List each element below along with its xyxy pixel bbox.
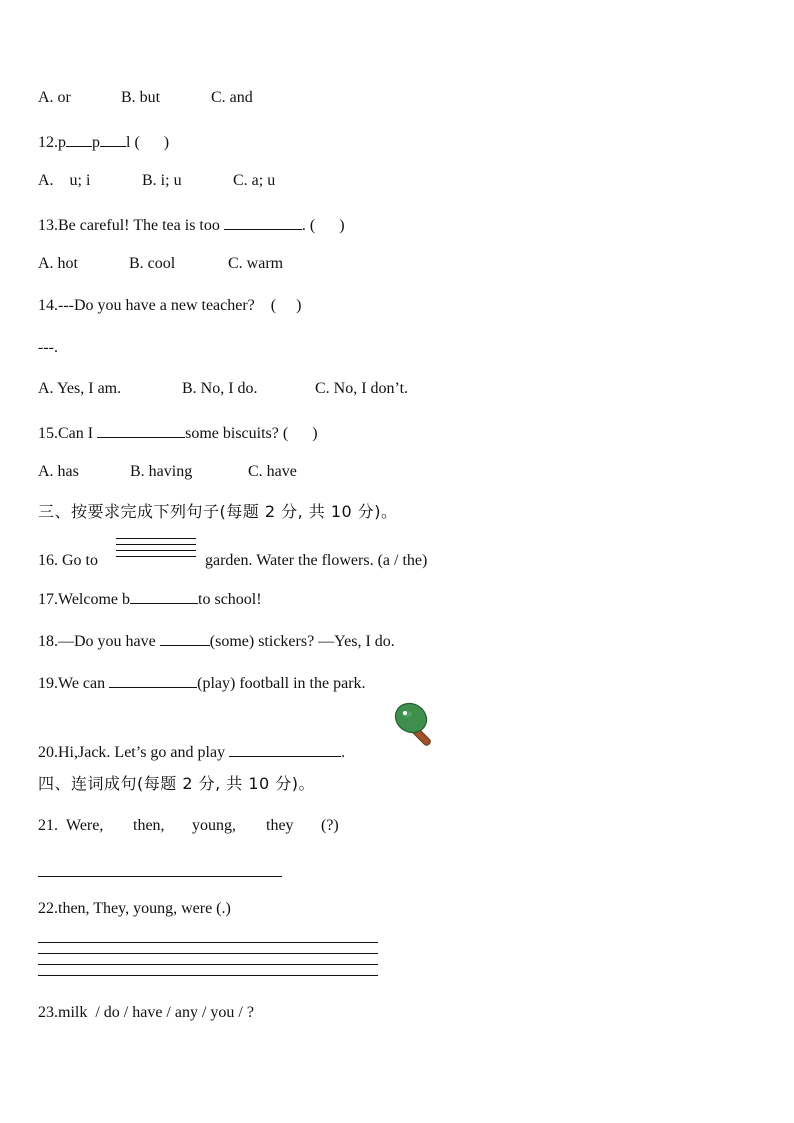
- q14-option-c: C. No, I don’t.: [315, 380, 409, 397]
- q16-post: garden. Water the flowers. (a / the): [205, 552, 428, 569]
- q13-post: . ( ): [301, 217, 345, 234]
- q21-word-2: then,: [133, 817, 165, 834]
- q19-pre: 19.We can: [38, 675, 110, 692]
- q22-answer-line-2[interactable]: [38, 953, 378, 954]
- q16-pre: 16. Go to: [38, 552, 98, 569]
- q13-option-c: C. warm: [228, 255, 284, 272]
- question-23: 23.milk / do / have / any / you / ?: [38, 1004, 254, 1021]
- q21-answer-line[interactable]: [38, 876, 282, 877]
- q21-word-5: (?): [321, 817, 339, 834]
- q20-blank[interactable]: [229, 740, 341, 757]
- q13-blank[interactable]: [224, 213, 302, 230]
- q15-blank[interactable]: [97, 421, 185, 438]
- question-14: 14.---Do you have a new teacher? ( ): [38, 297, 302, 314]
- q20-pre: 20.Hi,Jack. Let’s go and play: [38, 744, 230, 761]
- q21-number: 21.: [38, 817, 58, 834]
- q14-option-a: A. Yes, I am.: [38, 380, 122, 397]
- question-22: 22.then, They, young, were (.): [38, 900, 231, 917]
- q21-word-3: young,: [192, 817, 236, 834]
- question-20: [38, 740, 345, 763]
- question-17: [38, 587, 262, 610]
- q16-answer-lines[interactable]: [116, 538, 196, 564]
- q15-option-c: C. have: [248, 463, 297, 480]
- q20-post: .: [341, 744, 346, 761]
- q13-pre: 13.Be careful! The tea is too: [38, 217, 224, 234]
- q17-blank[interactable]: [130, 587, 198, 604]
- q15-option-b: B. having: [130, 463, 193, 480]
- q11-option-c: C. and: [211, 89, 253, 106]
- q12-option-a: A. u; i: [38, 172, 91, 189]
- question-19: [38, 671, 366, 694]
- q14-option-b: B. No, I do.: [182, 380, 258, 397]
- q21-word-1: Were,: [66, 817, 104, 834]
- q19-blank[interactable]: [109, 671, 197, 688]
- q18-pre: 18.—Do you have: [38, 633, 160, 650]
- q13-option-a: A. hot: [38, 255, 78, 272]
- q15-post: some biscuits? ( ): [185, 425, 318, 442]
- q22-answer-line-1[interactable]: [38, 942, 378, 943]
- q17-post: to school!: [198, 591, 262, 608]
- question-13: [38, 213, 345, 236]
- q12-blank-1[interactable]: [66, 130, 92, 147]
- q22-answer-line-4[interactable]: [38, 975, 378, 976]
- question-18: [38, 629, 395, 652]
- q17-pre: 17.Welcome b: [38, 591, 131, 608]
- q13-option-b: B. cool: [129, 255, 176, 272]
- q19-post: (play) football in the park.: [197, 675, 366, 692]
- q15-option-a: A. has: [38, 463, 79, 480]
- question-15: [38, 421, 318, 444]
- q18-blank[interactable]: [160, 629, 210, 646]
- q11-option-a: A. or: [38, 89, 71, 106]
- q12-option-b: B. i; u: [142, 172, 182, 189]
- section-4-heading: 四、连词成句(每题 2 分, 共 10 分)。: [38, 774, 316, 793]
- q22-answer-line-3[interactable]: [38, 964, 378, 965]
- q12-blank-2[interactable]: [100, 130, 126, 147]
- q14-answer-line: ---.: [38, 339, 58, 356]
- q15-pre: 15.Can I: [38, 425, 98, 442]
- q12-option-c: C. a; u: [233, 172, 276, 189]
- q18-post: (some) stickers? —Yes, I do.: [209, 633, 395, 650]
- section-3-heading: 三、按要求完成下列句子(每题 2 分, 共 10 分)。: [38, 502, 398, 521]
- question-12: [38, 130, 169, 153]
- q11-option-b: B. but: [121, 89, 161, 106]
- q12-post: l ( ): [126, 134, 170, 151]
- q21-word-4: they: [266, 817, 294, 834]
- q12-pre: 12.p: [38, 134, 66, 151]
- q12-mid: p: [92, 134, 100, 151]
- ping-pong-paddle-icon: [390, 700, 442, 752]
